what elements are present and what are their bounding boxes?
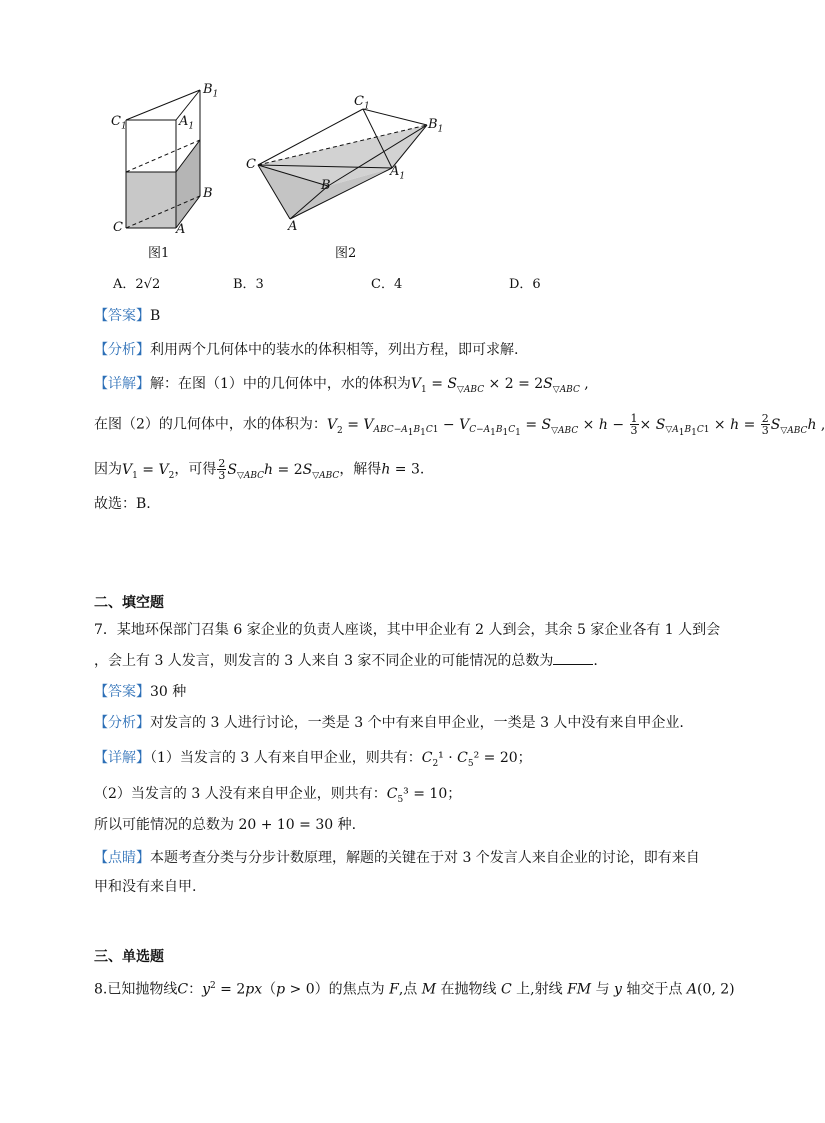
option-d: D．6	[509, 277, 541, 292]
q6-analysis-line	[94, 341, 518, 359]
q7-answer-value: 30 种	[150, 684, 187, 700]
q6-detail-line-3	[94, 458, 424, 484]
formula-v2: $V_2 = V_{ABC-A_1B_1C1} - V_{C-A_1B_1C_1} = S_{▽ABC} \times h$ − $\frac{1}{3}$ × $S_{▽A_1B_1C1} \times h$ = $\frac{2}{3}$ $S_{▽ABC}h$ ,	[326, 412, 825, 439]
q7-detail-2-text: （2）当发言的 3 人没有来自甲企业，则共有：	[94, 786, 387, 802]
q7-comment-line-1	[94, 849, 700, 867]
q7-comment-text: 本题考查分类与分步计数原理，解题的关键在于对 3 个发言人来自企业的讨论，即有来自	[150, 850, 700, 866]
q6-detail-line-2	[94, 413, 825, 442]
q6-detail-line-1	[94, 375, 589, 399]
option-c: C．4	[371, 277, 403, 292]
label-B1-fig2: $B_1$	[428, 117, 444, 135]
q8-text-line: 8.已知抛物线C：$y^2 = 2px(p > 0)$的焦点为 F,点 M 在抛物线 C 上,射线 FM 与 y 轴交于点 A(0, 2)	[94, 981, 735, 998]
q7-analysis-text: 对发言的 3 人进行讨论，一类是 3 个中有来自甲企业，一类是 3 人中没有来自甲企业.	[150, 715, 684, 731]
label-B-fig1: B	[203, 186, 213, 201]
label-B-fig2: B	[321, 178, 331, 193]
label-A1-fig2: $A_1$	[390, 164, 406, 182]
analysis-text: 利用两个几何体中的装水的体积相等，列出方程，即可求解.	[150, 342, 519, 358]
formula-combination-2: $C_5^3 = 10$；	[386, 786, 462, 805]
q7-answer-line	[94, 683, 186, 701]
section-2-title: 二、填空题	[94, 595, 164, 611]
figure-1-caption: 图1	[148, 246, 170, 261]
formula-h: h = 3.	[381, 461, 425, 478]
figure-2-caption: 图2	[335, 246, 357, 261]
figure-2-prism	[240, 92, 450, 232]
q7-detail-line-3: 所以可能情况的总数为 20 + 10 = 30 种.	[94, 817, 357, 833]
q7-detail-1-text: （1）当发言的 3 人有来自甲企业，则共有：	[150, 750, 422, 766]
q7-analysis-line	[94, 714, 684, 732]
formula-v1: $V_1 = S_{▽ABC} \times 2 = 2S_{▽ABC}$ ,	[410, 376, 589, 395]
label-C1-fig1: $C_1$	[111, 114, 127, 132]
label-C-fig2: C	[246, 157, 256, 172]
detail-line3-mid: ，可得	[174, 461, 217, 478]
label-A1-fig1: $A_1$	[179, 114, 195, 132]
detail-line2-intro: 在图（2）的几何体中，水的体积为：	[94, 416, 327, 433]
q7-text-line-1: 7．某地环保部门召集 6 家企业的负责人座谈，其中甲企业有 2 人到会，其余 5 家企业各有 1 人到会	[94, 622, 721, 638]
q7-detail-line-2	[94, 785, 461, 809]
formula-equation: $\frac{2}{3}$ $S_{▽ABC}h = 2S_{▽ABC}$	[218, 457, 340, 482]
q7-comment-line-2: 甲和没有来自甲.	[94, 879, 197, 895]
option-a: A．2√2	[113, 277, 161, 292]
q6-conclusion: 故选：B.	[94, 496, 151, 512]
figure-1-prism	[108, 80, 228, 250]
q7-analysis-tag: 【分析】	[94, 715, 150, 731]
answer-tag: 【答案】	[94, 308, 150, 324]
q7-answer-blank	[553, 652, 593, 665]
options-row	[113, 273, 673, 293]
option-b: B．3	[233, 277, 264, 292]
q7-comment-tag: 【点睛】	[94, 850, 150, 866]
label-A-fig2: A	[288, 219, 298, 234]
label-A-fig1: A	[176, 222, 186, 237]
section-3-title: 三、单选题	[94, 949, 164, 965]
analysis-tag: 【分析】	[94, 342, 150, 358]
detail-tag: 【详解】	[94, 376, 150, 392]
q7-answer-tag: 【答案】	[94, 684, 150, 700]
label-C1-fig2: $C_1$	[354, 94, 370, 112]
detail-intro: 解：在图（1）中的几何体中，水的体积为	[150, 376, 411, 392]
detail-line3-solve: ，解得	[339, 461, 382, 478]
detail-line3-intro: 因为	[94, 461, 122, 478]
label-C-fig1: C	[113, 220, 123, 235]
q7-detail-line-1	[94, 749, 532, 773]
water-front-face	[126, 172, 176, 228]
q7-text-line-2: ，会上有 3 人发言，则发言的 3 人来自 3 家不同企业的可能情况的总数为 .	[94, 653, 598, 669]
q6-answer-line	[94, 307, 160, 325]
q7-detail-tag: 【详解】	[94, 750, 150, 766]
answer-value: B	[150, 308, 161, 324]
formula-v-equal: $V_1 = V_2$	[122, 461, 175, 481]
label-B1-fig1: $B_1$	[203, 82, 219, 100]
water-side-face	[176, 140, 200, 228]
formula-combination-1: $C_2^1 \cdot C_5^2 = 20$；	[421, 750, 532, 769]
